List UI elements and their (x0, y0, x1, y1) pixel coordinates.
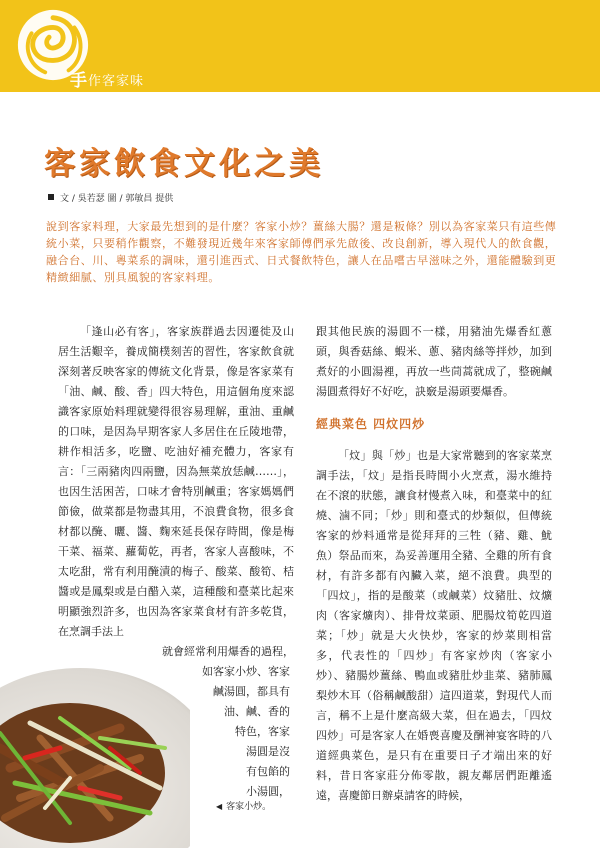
column-right (316, 322, 552, 806)
body-paragraph: 「逢山必有客」，客家族群過去因遷徙及山居生活艱辛，養成簡樸刻苦的習性，客家飲食就深刻著反映客家的傳統文化背景，像是客家菜有「油、鹹、酸、香」四大特色，用這個角度來認識客家原始料理就變得很容易理解，重油、重鹹的口味，是因為早期客家人多居住在丘陵地帶，耕作相活多，吃鹽、吃油好補充體力，客家有言：「三兩豬肉四兩鹽，因為無菜放恁鹹……」，也因生活困苦，口味才會特別鹹重；客家媽媽們節儉，做菜都是物盡其用，不浪費食物，很多食材都以醃、曬、醬、麴來延長保存時間，像是梅干菜、福菜、蘿蔔乾，再者，客家人喜酸味，不太吃甜，常有利用醃漬的梅子、酸菜、酸筍、桔醬或是鳳梨或是白醋入菜，這種酸和臺菜比起來明顯強烈許多，也因為客家菜食材有許多乾貨，在烹調手法上 (58, 325, 294, 638)
article-lead: 說到客家料理，大家最先想到的是什麼？客家小炒？薑絲大腸？還是粄條？別以為客家菜只有這些傳統小菜，只要稍作觀察，不難發現近幾年來客家師傅們承先啟後、改良創新，導入現代人的飲食觀，融合台、川、粵菜系的調味，還引進西式、日式餐飲特色，讓人在品嚐古早滋味之外，還能體驗到更精緻細膩、別具風貌的客家料理。 (46, 220, 557, 284)
caption-arrow-icon: ◀ (216, 802, 223, 811)
header-band (0, 0, 600, 92)
caption-text: 客家小炒。 (226, 802, 272, 812)
article-title: 客家飲食文化之美 (44, 146, 324, 182)
wrap-line: 特色，客家 (235, 725, 290, 738)
wrap-line: 鹹湯圓，都具有 (213, 685, 290, 698)
stir-fry-photo (0, 648, 190, 848)
section-subhead: 經典菜色 四炆四炒 (316, 417, 426, 431)
wrap-line: 小湯圓， (246, 785, 290, 798)
wrap-line: 就會經常利用爆香的過程， (162, 645, 294, 658)
photo-caption (216, 799, 271, 812)
wrap-line: 湯圓是沒 (246, 745, 290, 758)
section-label: 作客家味 (88, 74, 145, 89)
body-paragraph: 「炆」與「炒」也是大家常聽到的客家菜烹調手法，「炆」是指長時間小火烹煮，湯水維持在不滾的狀態，讓食材慢煮入味，和臺菜中的紅燒、滷不同；「炒」則和臺式的炒類似，但傳統客家的炒料通常是從拜拜的三牲（豬、雞、魷魚）祭品而來，為妥善運用全豬、全雞的所有食材，有許多都有內臟入菜，絕不浪費。典型的「四炆」，指的是酸菜（或鹹菜）炆豬肚、炆爌肉（客家爌肉）、排骨炆菜頭、肥腸炆筍乾四道菜；「炒」就是大火快炒，客家的炒菜則相當多，代表性的「四炒」有客家炒肉（客家小炒）、豬腸炒薑絲、鴨血或豬肚炒韭菜、豬肺鳳梨炒木耳（俗稱鹹酸甜）這四道菜，對現代人而言，稱不上是什麼高級大菜，但在過去，「四炆四炒」可是客家人在婚喪喜慶及酬神宴客時的八道經典菜色，是只有在重要日子才端出來的好料，昔日客家莊分佈零散，親友鄰居們距離遙遠，喜慶節日辦桌請客的時候， (316, 449, 552, 802)
wrap-line: 如客家小炒、客家 (202, 665, 290, 678)
bullet-square-icon (48, 194, 54, 200)
wrap-line: 油、鹹、香的 (224, 705, 290, 718)
section-mark: 手 (70, 71, 87, 91)
wrap-line: 有包餡的 (246, 765, 290, 778)
article-credits (48, 191, 173, 204)
credits-text: 文 / 吳若瑟 圖 / 郭敏昌 提供 (60, 194, 174, 204)
body-paragraph: 跟其他民族的湯圓不一樣，用豬油先爆香紅蔥頭，與香菇絲、蝦米、蔥、豬肉絲等拌炒，加到煮好的小圓湯裡，再放一些茼蒿就成了，整碗鹹湯圓煮得好不好吃，訣竅是湯頭要爆香。 (316, 325, 552, 398)
